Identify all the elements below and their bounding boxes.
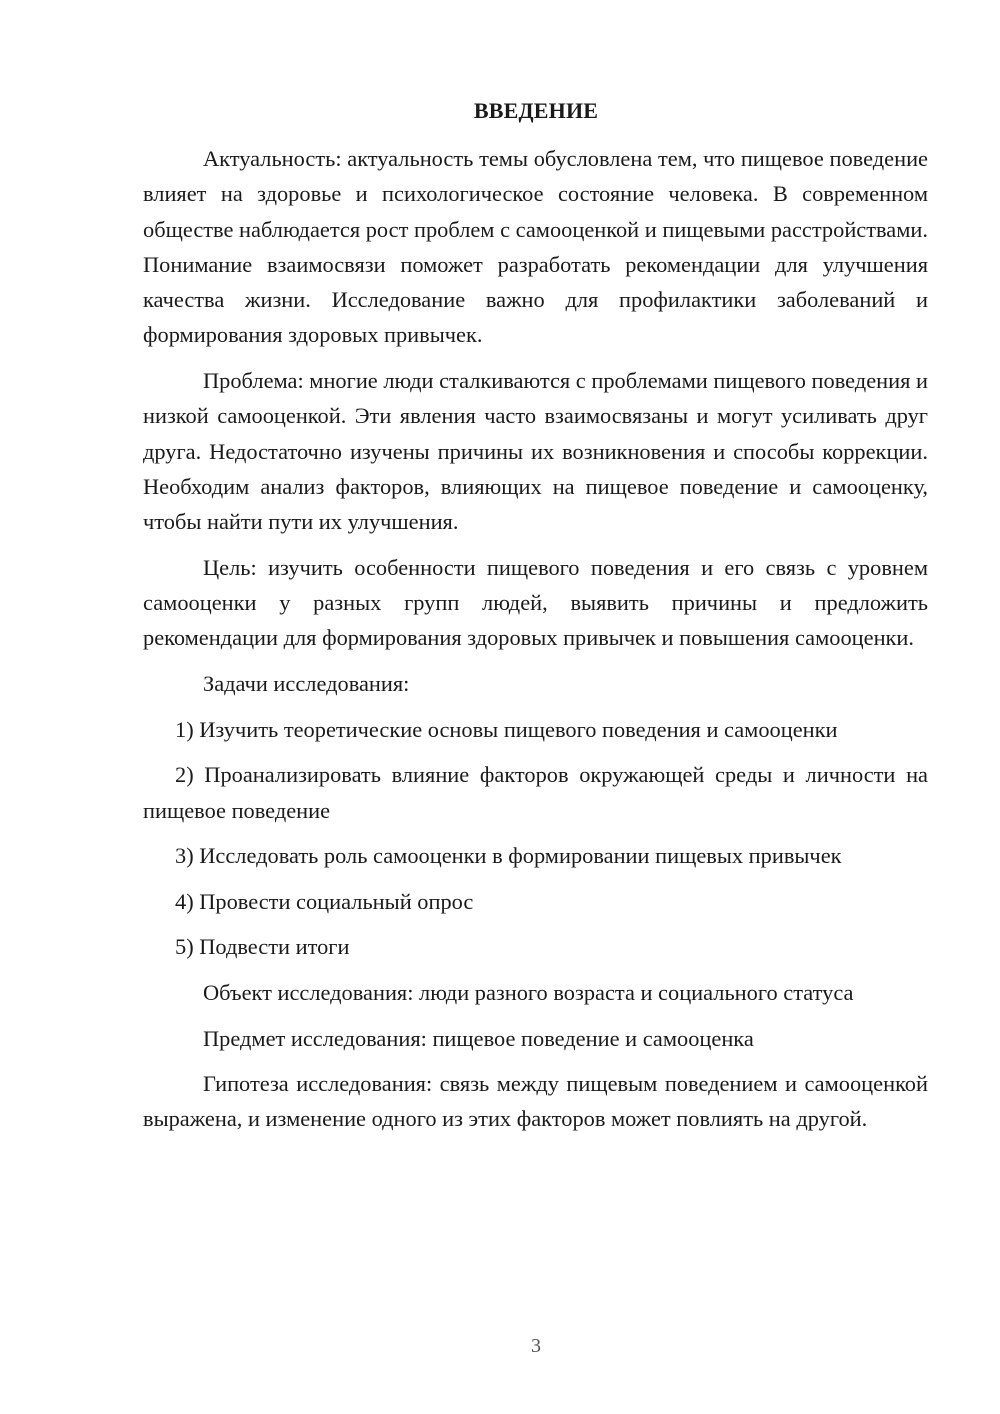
task-item-5: 5) Подвести итоги	[175, 934, 350, 960]
task-item-1: 1) Изучить теоретические основы пищевого поведения и самооценки	[175, 716, 838, 742]
paragraph-object: Объект исследования: люди разного возраста и социального статуса	[203, 979, 854, 1005]
paragraph-tasks-heading: Задачи исследования:	[203, 671, 410, 697]
document-body	[143, 141, 928, 1147]
task-item-3: 3) Исследовать роль самооценки в формировании пищевых привычек	[175, 843, 842, 869]
paragraph-goal: Цель: изучить особенности пищевого поведения и его связь с уровнем самооценки у разных групп людей, выявить причины и предложить рекомендации для формирования здоровых привычек и повышения самооценки.	[143, 554, 928, 651]
page-title: ВВЕДЕНИЕ	[473, 98, 599, 123]
paragraph-hypothesis: Гипотеза исследования: связь между пищевым поведением и самооценкой выражена, и изменение одного из этих факторов может повлиять на другой.	[143, 1071, 928, 1132]
paragraph-subject: Предмет исследования: пищевое поведение и самооценка	[203, 1025, 754, 1051]
task-item-4: 4) Провести социальный опрос	[175, 888, 474, 914]
page-number: 3	[531, 1335, 541, 1357]
task-item-2: 2) Проанализировать влияние факторов окружающей среды и личности на пищевое поведение	[143, 762, 928, 823]
paragraph-relevance: Актуальность: актуальность темы обусловлена тем, что пищевое поведение влияет на здоровье и психологическое состояние человека. В современном обществе наблюдается рост проблем с самооценкой и пищевыми расстройствами. Понимание взаимосвязи поможет разработать рекомендации для улучшения качества жизни. Исследование важно для профилактики заболеваний и формирования здоровых привычек.	[143, 146, 928, 348]
paragraph-problem: Проблема: многие люди сталкиваются с проблемами пищевого поведения и низкой самооценкой. Эти явления часто взаимосвязаны и могут усиливать друг друга. Недостаточно изучены причины их возникновения и способы коррекции. Необходим анализ факторов, влияющих на пищевое поведение и самооценку, чтобы найти пути их улучшения.	[143, 368, 928, 535]
